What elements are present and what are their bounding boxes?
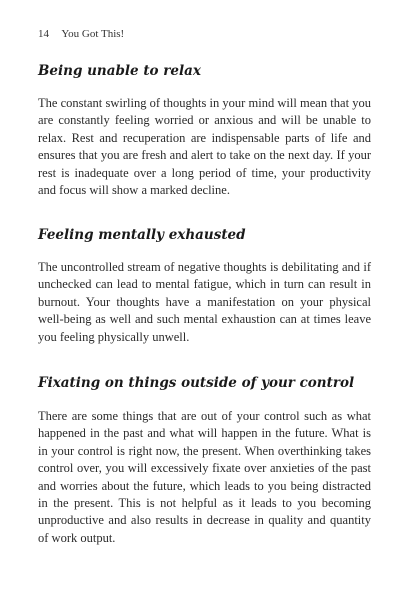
section-heading-being-unable-to-relax: Being unable to relax <box>38 63 201 79</box>
section-body-being-unable-to-relax: The constant swirling of thoughts in your mind will mean that you are constantly feeling worried or anxious and will be unable to relax. Rest and recuperation are indispensable parts of life and ensures that you are fresh and alert to take on the next day. If your rest is inadequate over a long period of time, your productivity and focus will show a marked decline. <box>38 96 371 198</box>
section-heading-feeling-mentally-exhausted: Feeling mentally exhausted <box>38 227 246 243</box>
running-head <box>38 28 124 40</box>
section-heading-fixating-on-things: Fixating on things outside of your control <box>38 375 355 391</box>
section-body-fixating-on-things: There are some things that are out of your control such as what happened in the past and what will happen in the future. What is in your control is right now, the present. When overthinking takes control over, you will excessively fixate over anxieties of the past and worries about the future, which leads to you being distracted in the present. This is not helpful as it leads to you becoming unproductive and also results in decrease in quality and quantity of work output. <box>38 409 371 545</box>
page-number: 14 <box>38 28 49 40</box>
section-body-feeling-mentally-exhausted: The uncontrolled stream of negative thoughts is debilitating and if unchecked can lead to mental fatigue, which in turn can result in burnout. Your thoughts have a manifestation on your physical well-being as well and such mental exhaustion can at times leave you feeling physically unwell. <box>38 260 371 344</box>
book-title: You Got This! <box>61 28 125 40</box>
